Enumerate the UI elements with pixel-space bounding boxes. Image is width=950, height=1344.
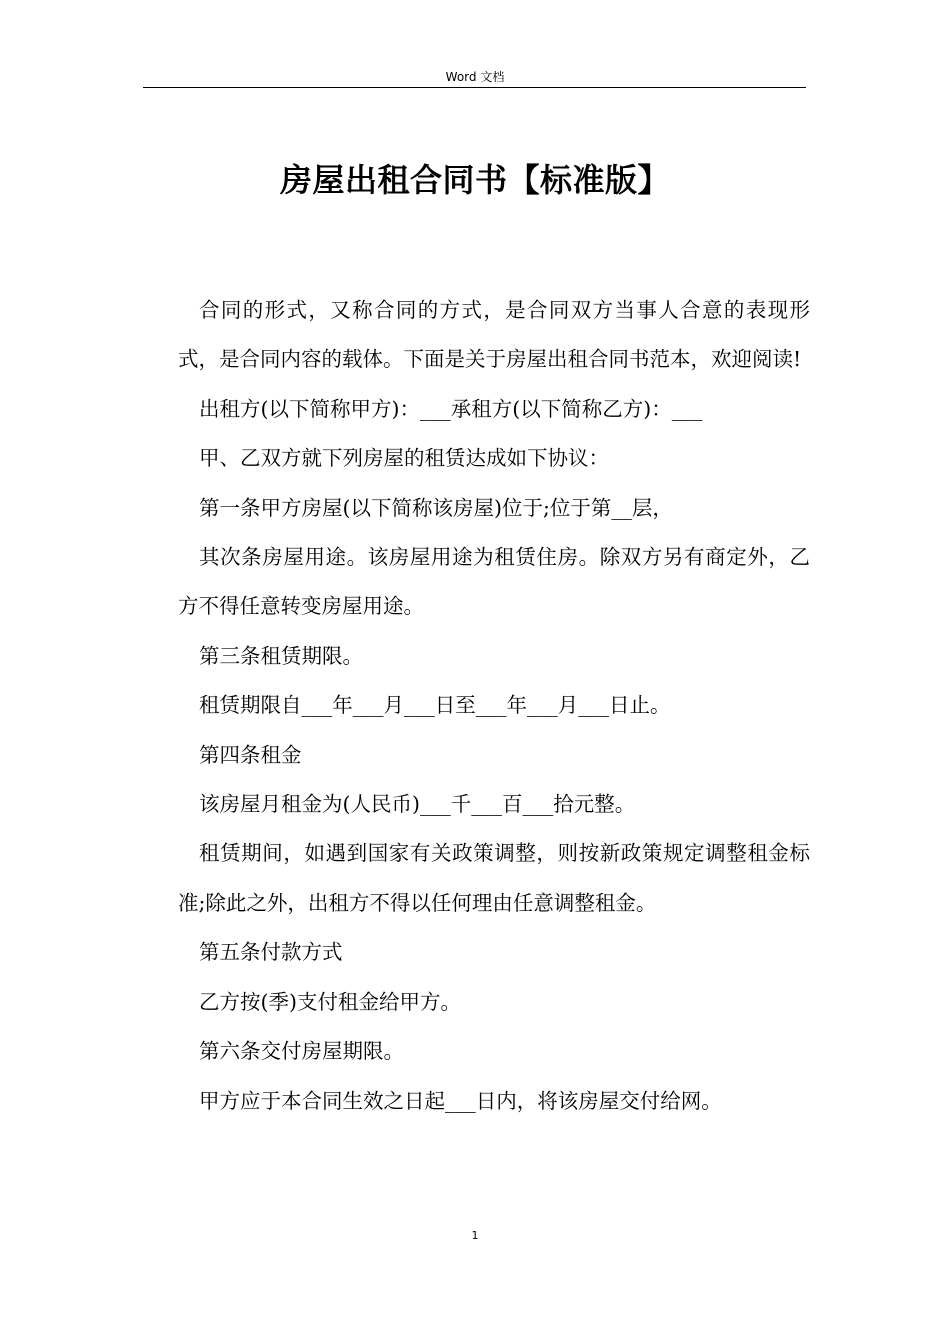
page-number: 1 xyxy=(471,1229,479,1242)
paragraph-article-1: 第一条甲方房屋(以下简称该房屋)位于;位于第__层， xyxy=(199,495,673,520)
paragraph-agreement: 甲、乙双方就下列房屋的租赁达成如下协议： xyxy=(199,446,609,471)
paragraph-article-3-heading: 第三条租赁期限。 xyxy=(199,643,363,668)
paragraph-monthly-rent: 该房屋月租金为(人民币)___千___百___拾元整。 xyxy=(199,792,636,817)
paragraph-intro: 合同的形式，又称合同的方式，是合同双方当事人合意的表现形式，是合同内容的载体。下面是关于房屋出租合同书范本，欢迎阅读! xyxy=(178,298,810,372)
header-divider xyxy=(143,87,806,88)
document-title: 房屋出租合同书【标准版】 xyxy=(279,161,670,199)
paragraph-article-2: 其次条房屋用途。该房屋用途为租赁住房。除双方另有商定外，乙方不得任意转变房屋用途。 xyxy=(178,545,810,619)
paragraph-rent-adjustment: 租赁期间，如遇到国家有关政策调整，则按新政策规定调整租金标准;除此之外，出租方不得以任何理由任意调整租金。 xyxy=(178,841,810,915)
paragraph-delivery-term: 甲方应于本合同生效之日起___日内，将该房屋交付给网。 xyxy=(199,1088,722,1113)
paragraph-article-6-heading: 第六条交付房屋期限。 xyxy=(199,1039,404,1064)
paragraph-payment-method: 乙方按(季)支付租金给甲方。 xyxy=(199,989,461,1014)
paragraph-parties: 出租方(以下简称甲方)：___承租方(以下简称乙方)：___ xyxy=(199,396,703,421)
paragraph-article-4-heading: 第四条租金 xyxy=(199,742,302,767)
paragraph-lease-term: 租赁期限自___年___月___日至___年___月___日止。 xyxy=(199,693,671,718)
paragraph-article-5-heading: 第五条付款方式 xyxy=(199,940,343,965)
page-header-label: Word 文档 xyxy=(445,70,505,84)
document-body xyxy=(178,286,810,1126)
